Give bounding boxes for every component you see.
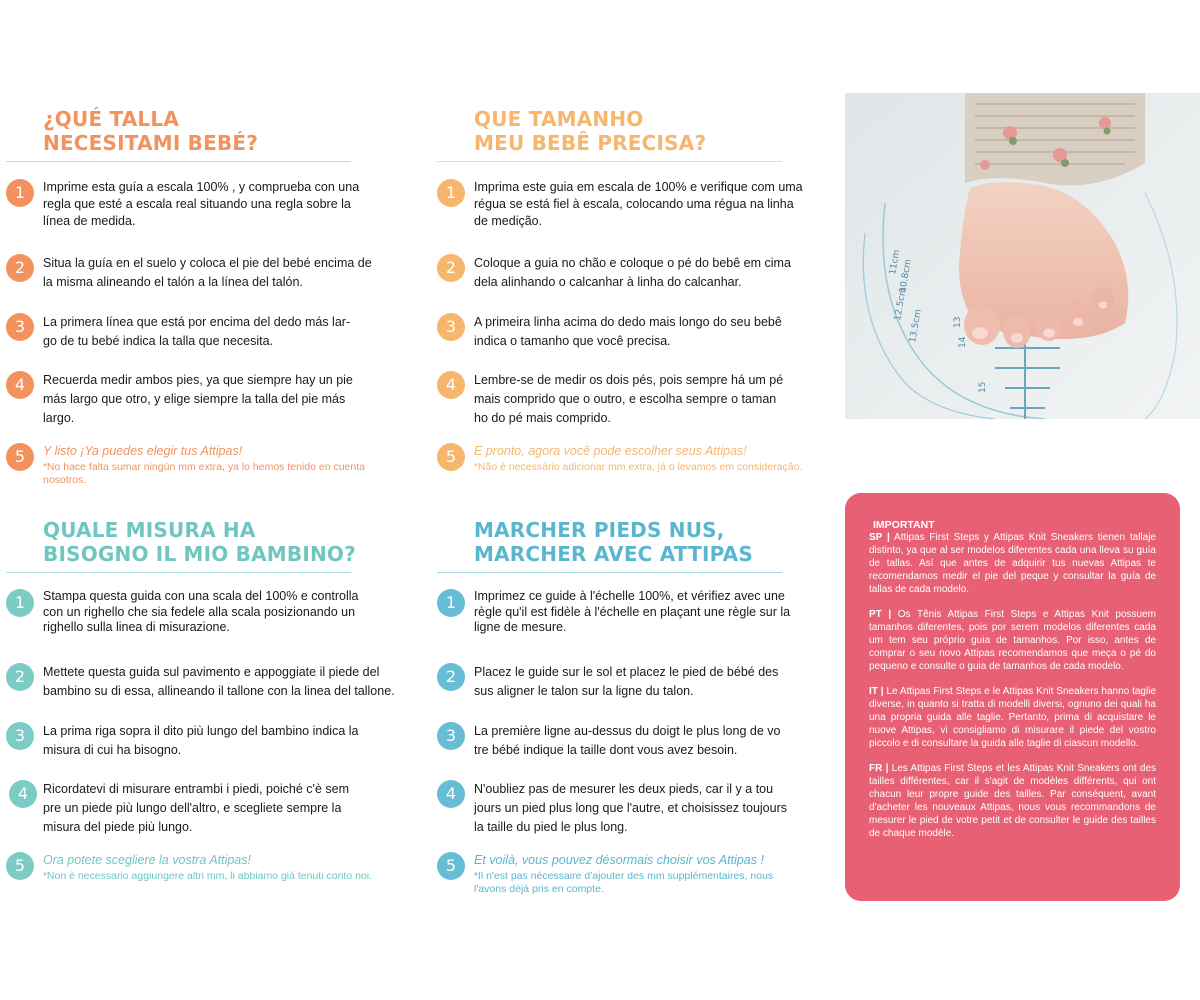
- notice-text: Attipas First Steps y Attipas Knit Sneakers tienen tallaje distinto, ya que al ser modelos diferentes cada una lleva su guía de tallas. Así que antes de adquirir tus nuevas Attipas te recomendamos medir el pie del peque y consultar la guía de tallas de cada modelo.: [869, 532, 1156, 595]
- note-text: Non è necessario aggiungere altri mm, li abbiamo già tenuti conto noi.: [46, 870, 373, 882]
- step-text: N'oubliez pas de mesurer les deux pieds, car il y a tou jours un pied plus long que l'autre, et choisissez toujours la taille du pied le plus long.: [474, 782, 787, 834]
- notice-paragraph-sp: [869, 531, 1156, 596]
- section-title: [474, 107, 817, 155]
- language-code: FR |: [869, 763, 889, 774]
- ruler-label: 10.8cm: [898, 258, 914, 294]
- language-code: SP |: [869, 532, 890, 543]
- title-line-1: ¿QUÉ TALLA: [43, 107, 180, 131]
- section-portuguese: [437, 107, 817, 473]
- step-text: Ricordatevi di misurare entrambi i piedi, poiché c'è sem pre un piede più lungo dell'altro, e scegliete sempre la misura del piede più lungo.: [43, 782, 349, 834]
- step-number: 1: [6, 179, 34, 207]
- step-number: 3: [6, 313, 34, 341]
- step-number: 2: [437, 254, 465, 282]
- step-number: 1: [437, 589, 465, 617]
- final-text: Ora potete scegliere la vostra Attipas!: [43, 853, 251, 867]
- important-notice: [845, 493, 1180, 901]
- step-number: 1: [437, 179, 465, 207]
- section-title: [474, 518, 817, 566]
- important-heading: IMPORTANT: [873, 519, 935, 531]
- notice-paragraph-fr: [869, 762, 1156, 840]
- step-text: Imprima este guia em escala de 100% e verifique com uma régua se está fiel à escala, colocando uma régua na linha de medição.: [474, 180, 803, 228]
- title-line-1: MARCHER PIEDS NUS,: [474, 518, 725, 542]
- step-text-final: [474, 443, 804, 474]
- step-text: Placez le guide sur le sol et placez le pied de bébé des sus aligner le talon sur la ligne du talon.: [474, 665, 779, 698]
- title-line-2: BISOGNO IL MIO BAMBINO?: [43, 542, 356, 566]
- ruler-label: 13.5cm: [908, 308, 924, 344]
- divider: [6, 161, 351, 162]
- step-number: 5: [437, 443, 465, 471]
- note-text: Il n'est pas nécessaire d'ajouter des mm supplémentaires, nous l'avons déjà pris en compte.: [474, 870, 774, 895]
- step-number: 4: [437, 371, 465, 399]
- step-number: 4: [9, 780, 37, 808]
- ruler-label: 11cm: [888, 248, 903, 276]
- step-number: 3: [6, 722, 34, 750]
- step-number: 2: [6, 254, 34, 282]
- step-text: Situa la guía en el suelo y coloca el pie del bebé encima de la misma alineando el talón a la línea del talón.: [43, 256, 372, 289]
- final-text: Y listo ¡Ya puedes elegir tus Attipas!: [43, 444, 243, 458]
- step-text: Lembre-se de medir os dois pés, pois sempre há um pé mais comprido que o outro, e escolha sempre o taman ho do pé mais comprido.: [474, 373, 784, 425]
- step-number: 5: [437, 852, 465, 880]
- notice-paragraph-it: [869, 685, 1156, 750]
- ruler-label: 15: [978, 381, 988, 393]
- notice-paragraph-pt: [869, 608, 1156, 673]
- asterisk: *: [474, 462, 478, 473]
- note: [43, 870, 378, 883]
- notice-text: Os Tênis Attipas First Steps e Attipas Knit possuem tamanhos diferentes, pois por serem modelos diferentes cada um tem seu próprio guia de tamanhos. Por isso, antes de comprar o seu novo Attipas recomendamos que meça o pé do pequeno e consulte o guia de tamanhos de cada modelo.: [869, 609, 1157, 672]
- step-number: 5: [6, 852, 34, 880]
- step-text: La première ligne au-dessus du doigt le plus long de vo tre bébé indique la taille dont vous avez besoin.: [474, 724, 781, 757]
- note-text: Não é necessário adicionar mm extra, já o levamos em consideração.: [477, 461, 803, 473]
- step-number: 2: [437, 663, 465, 691]
- step-number: 3: [437, 722, 465, 750]
- step-text: Mettete questa guida sul pavimento e appoggiate il piede del bambino su di essa, allineando il tallone con la linea del tallone.: [43, 665, 395, 698]
- step-text: A primeira linha acima do dedo mais longo do seu bebê indica o tamanho que você precisa.: [474, 315, 782, 348]
- step-text-final: [43, 852, 373, 883]
- section-french: [437, 518, 817, 895]
- step-number: 5: [6, 443, 34, 471]
- section-spanish: [6, 107, 386, 486]
- step-text-final: [474, 852, 814, 896]
- language-code: PT |: [869, 609, 892, 620]
- title-line-2: MARCHER AVEC ATTIPAS: [474, 542, 753, 566]
- step-text: Coloque a guia no chão e coloque o pé do bebê em cima dela alinhando o calcanhar à linha do calcanhar.: [474, 256, 791, 289]
- step-text: La prima riga sopra il dito più lungo del bambino indica la misura di cui ha bisogno.: [43, 724, 359, 757]
- asterisk: *: [43, 462, 47, 473]
- step-number: 2: [6, 663, 34, 691]
- note-text: No hace falta sumar ningún mm extra, ya lo hemos tenido en cuenta nosotros.: [43, 461, 365, 486]
- asterisk: *: [43, 871, 47, 882]
- step-number: 3: [437, 313, 465, 341]
- step-text: Imprimez ce guide à l'échelle 100%, et vérifiez avec une règle qu'il est fidèle à l'échelle en plaçant une règle sur la ligne de mesure.: [474, 589, 791, 634]
- baby-foot-photo: [845, 93, 1200, 419]
- ruler-label: 12.5cm: [893, 286, 909, 322]
- title-line-2: MEU BEBÊ PRECISA?: [474, 131, 707, 155]
- final-text: E pronto, agora você pode escolher seus Attipas!: [474, 444, 747, 458]
- asterisk: *: [474, 871, 478, 882]
- note: [43, 461, 373, 487]
- title-line-1: QUALE MISURA HA: [43, 518, 256, 542]
- title-line-1: QUE TAMANHO: [474, 107, 644, 131]
- note: [474, 461, 804, 474]
- step-text: Recuerda medir ambos pies, ya que siempre hay un pie más largo que otro, y elige siempre la talla del pie más largo.: [43, 373, 353, 425]
- ruler-label: 13: [953, 316, 963, 328]
- step-text-final: [43, 443, 373, 487]
- step-number: 4: [437, 780, 465, 808]
- step-number: 4: [6, 371, 34, 399]
- note: [474, 870, 794, 896]
- ruler-label: 14: [958, 336, 968, 348]
- title-line-2: NECESITAMI BEBÉ?: [43, 131, 259, 155]
- final-text: Et voilà, vous pouvez désormais choisir vos Attipas !: [474, 853, 764, 867]
- section-title: [43, 107, 386, 155]
- language-code: IT |: [869, 686, 884, 697]
- step-text: Imprime esta guía a escala 100% , y comprueba con una regla que esté a escala real situando una regla sobre la línea de medida.: [43, 180, 360, 228]
- baby-foot-illustration: [845, 93, 1200, 419]
- divider: [437, 161, 782, 162]
- notice-text: Le Attipas First Steps e le Attipas Knit Sneakers hanno taglie diverse, in quanto si tratta di modelli diversi, ognuno dei quali ha una propria guida alle taglie. Pertanto, prima di acquistare le nuove Attipas, vi consigliamo di misurare il piede del vostro piccolo e di consultare la guida alle taglie di ciascun modello.: [869, 686, 1157, 749]
- divider: [6, 572, 351, 573]
- divider: [437, 572, 782, 573]
- step-text: La primera línea que está por encima del dedo más lar-go de tu bebé indica la talla que necesita.: [43, 315, 351, 348]
- section-title: [43, 518, 386, 566]
- step-number: 1: [6, 589, 34, 617]
- section-italian: [6, 518, 395, 882]
- notice-text: Les Attipas First Steps et les Attipas Knit Sneakers ont des tailles différentes, car il s'agit de modèles différents, qui ont chacun leur propre guide des tailles. Par conséquent, avant d'acheter les nouveaux Attipas, nous vous recommandons de mesurer le pied de votre petit et de consulter le guide des tailles de chaque modèle.: [869, 763, 1157, 839]
- step-text: Stampa questa guida con una scala del 100% e controlla con un righello che sia fedele alla scala posizionando un righello sulla linea di misurazione.: [43, 589, 359, 634]
